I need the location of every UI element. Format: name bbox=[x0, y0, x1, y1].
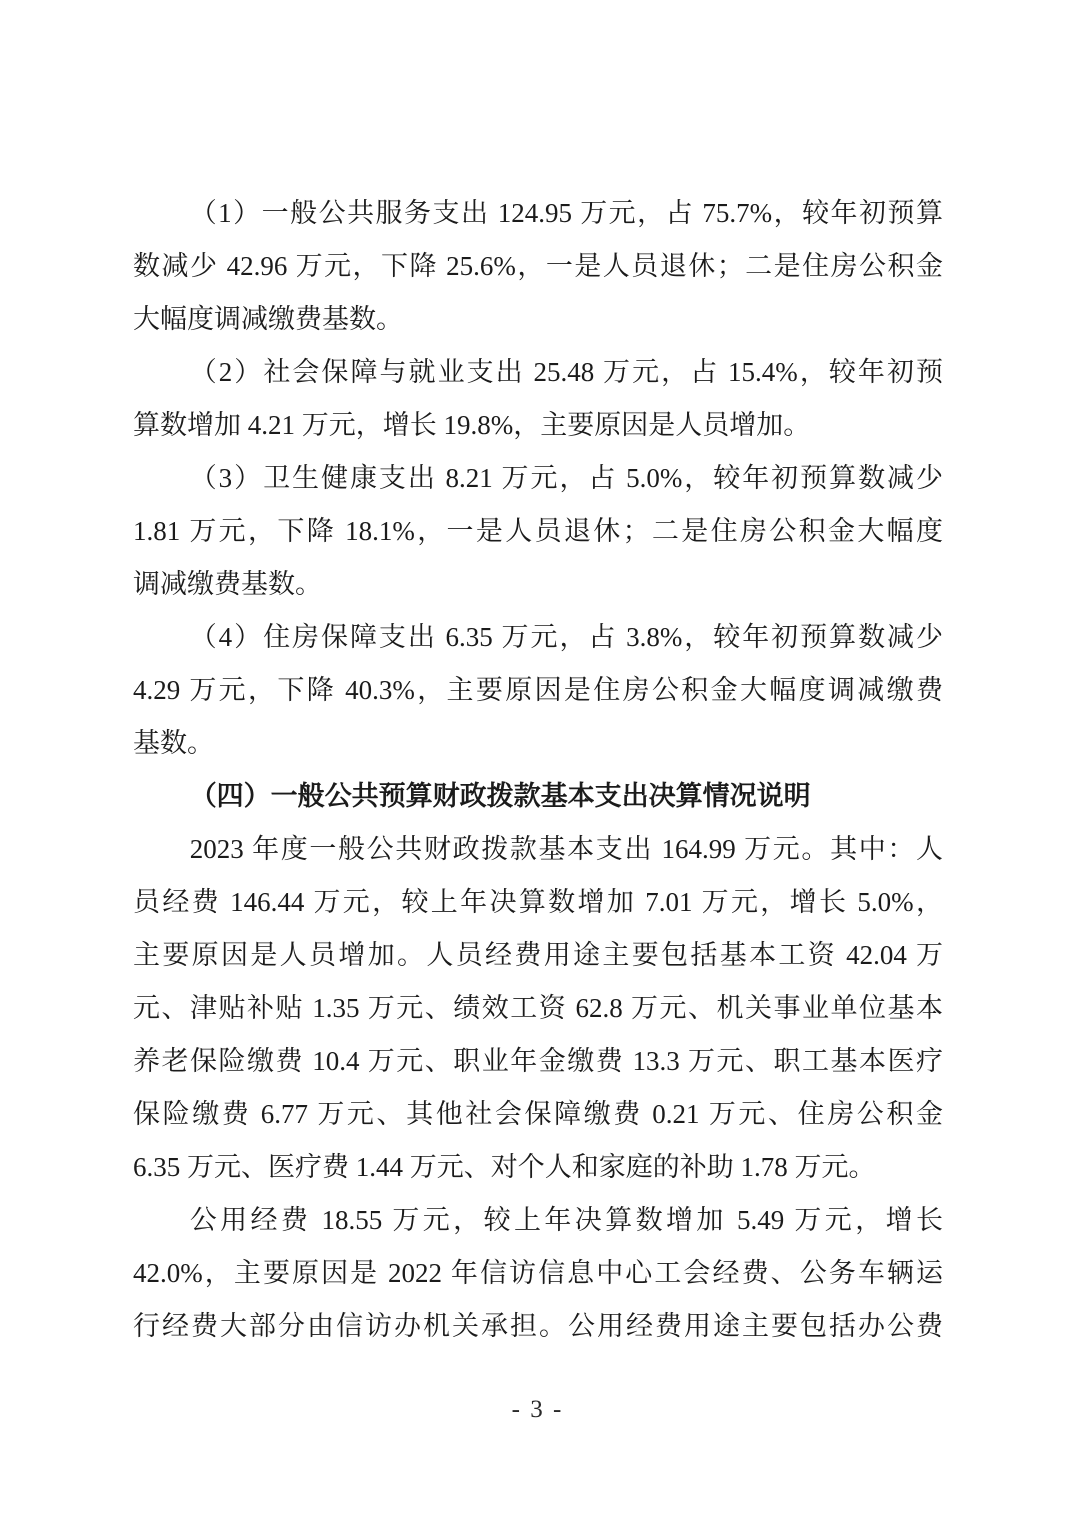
text-line: 基数。 bbox=[133, 728, 214, 758]
section-heading-line: （四）一般公共预算财政拨款基本支出决算情况说明 bbox=[189, 781, 811, 811]
text-line: 算数增加 4.21 万元，增长 19.8%，主要原因是人员增加。 bbox=[133, 410, 811, 440]
text-line: （1）一般公共服务支出 124.95 万元，占 75.7%，较年初预算 bbox=[189, 198, 943, 228]
text-line: 调减缴费基数。 bbox=[133, 569, 322, 599]
text-line: 2023 年度一般公共财政拨款基本支出 164.99 万元。其中：人 bbox=[189, 834, 943, 864]
section-heading-basic-expenditure bbox=[133, 770, 943, 823]
paragraph-housing-security bbox=[133, 611, 943, 770]
text-line: （3）卫生健康支出 8.21 万元，占 5.0%，较年初预算数减少 bbox=[189, 463, 943, 493]
text-line: 6.35 万元、医疗费 1.44 万元、对个人和家庭的补助 1.78 万元。 bbox=[133, 1152, 876, 1182]
text-line: 员经费 146.44 万元，较上年决算数增加 7.01 万元，增长 5.0%， bbox=[133, 887, 943, 917]
text-line: 行经费大部分由信访办机关承担。公用经费用途主要包括办公费 bbox=[133, 1311, 943, 1341]
text-line: （4）住房保障支出 6.35 万元，占 3.8%，较年初预算数减少 bbox=[189, 622, 943, 652]
page-number: - 3 - bbox=[511, 1396, 564, 1423]
paragraph-health bbox=[133, 452, 943, 611]
text-line: 4.29 万元，下降 40.3%，主要原因是住房公积金大幅度调减缴费 bbox=[133, 675, 943, 705]
text-line: 大幅度调减缴费基数。 bbox=[133, 304, 403, 334]
text-line: 养老保险缴费 10.4 万元、职业年金缴费 13.3 万元、职工基本医疗 bbox=[133, 1046, 943, 1076]
text-line: 主要原因是人员增加。人员经费用途主要包括基本工资 42.04 万 bbox=[133, 940, 943, 970]
text-line: （2）社会保障与就业支出 25.48 万元，占 15.4%，较年初预 bbox=[189, 357, 943, 387]
text-line: 1.81 万元，下降 18.1%，一是人员退休；二是住房公积金大幅度 bbox=[133, 516, 943, 546]
text-line: 保险缴费 6.77 万元、其他社会保障缴费 0.21 万元、住房公积金 bbox=[133, 1099, 943, 1129]
text-line: 元、津贴补贴 1.35 万元、绩效工资 62.8 万元、机关事业单位基本 bbox=[133, 993, 943, 1023]
paragraph-general-public-services bbox=[133, 187, 943, 346]
paragraph-social-security-employment bbox=[133, 346, 943, 452]
paragraph-personnel-funds bbox=[133, 823, 943, 1194]
text-line: 数减少 42.96 万元，下降 25.6%，一是人员退休；二是住房公积金 bbox=[133, 251, 943, 281]
text-line: 公用经费 18.55 万元，较上年决算数增加 5.49 万元，增长 bbox=[189, 1205, 943, 1235]
paragraph-public-funds bbox=[133, 1194, 943, 1353]
text-line: 42.0%，主要原因是 2022 年信访信息中心工会经费、公务车辆运 bbox=[133, 1258, 943, 1288]
document-body bbox=[133, 187, 943, 1353]
